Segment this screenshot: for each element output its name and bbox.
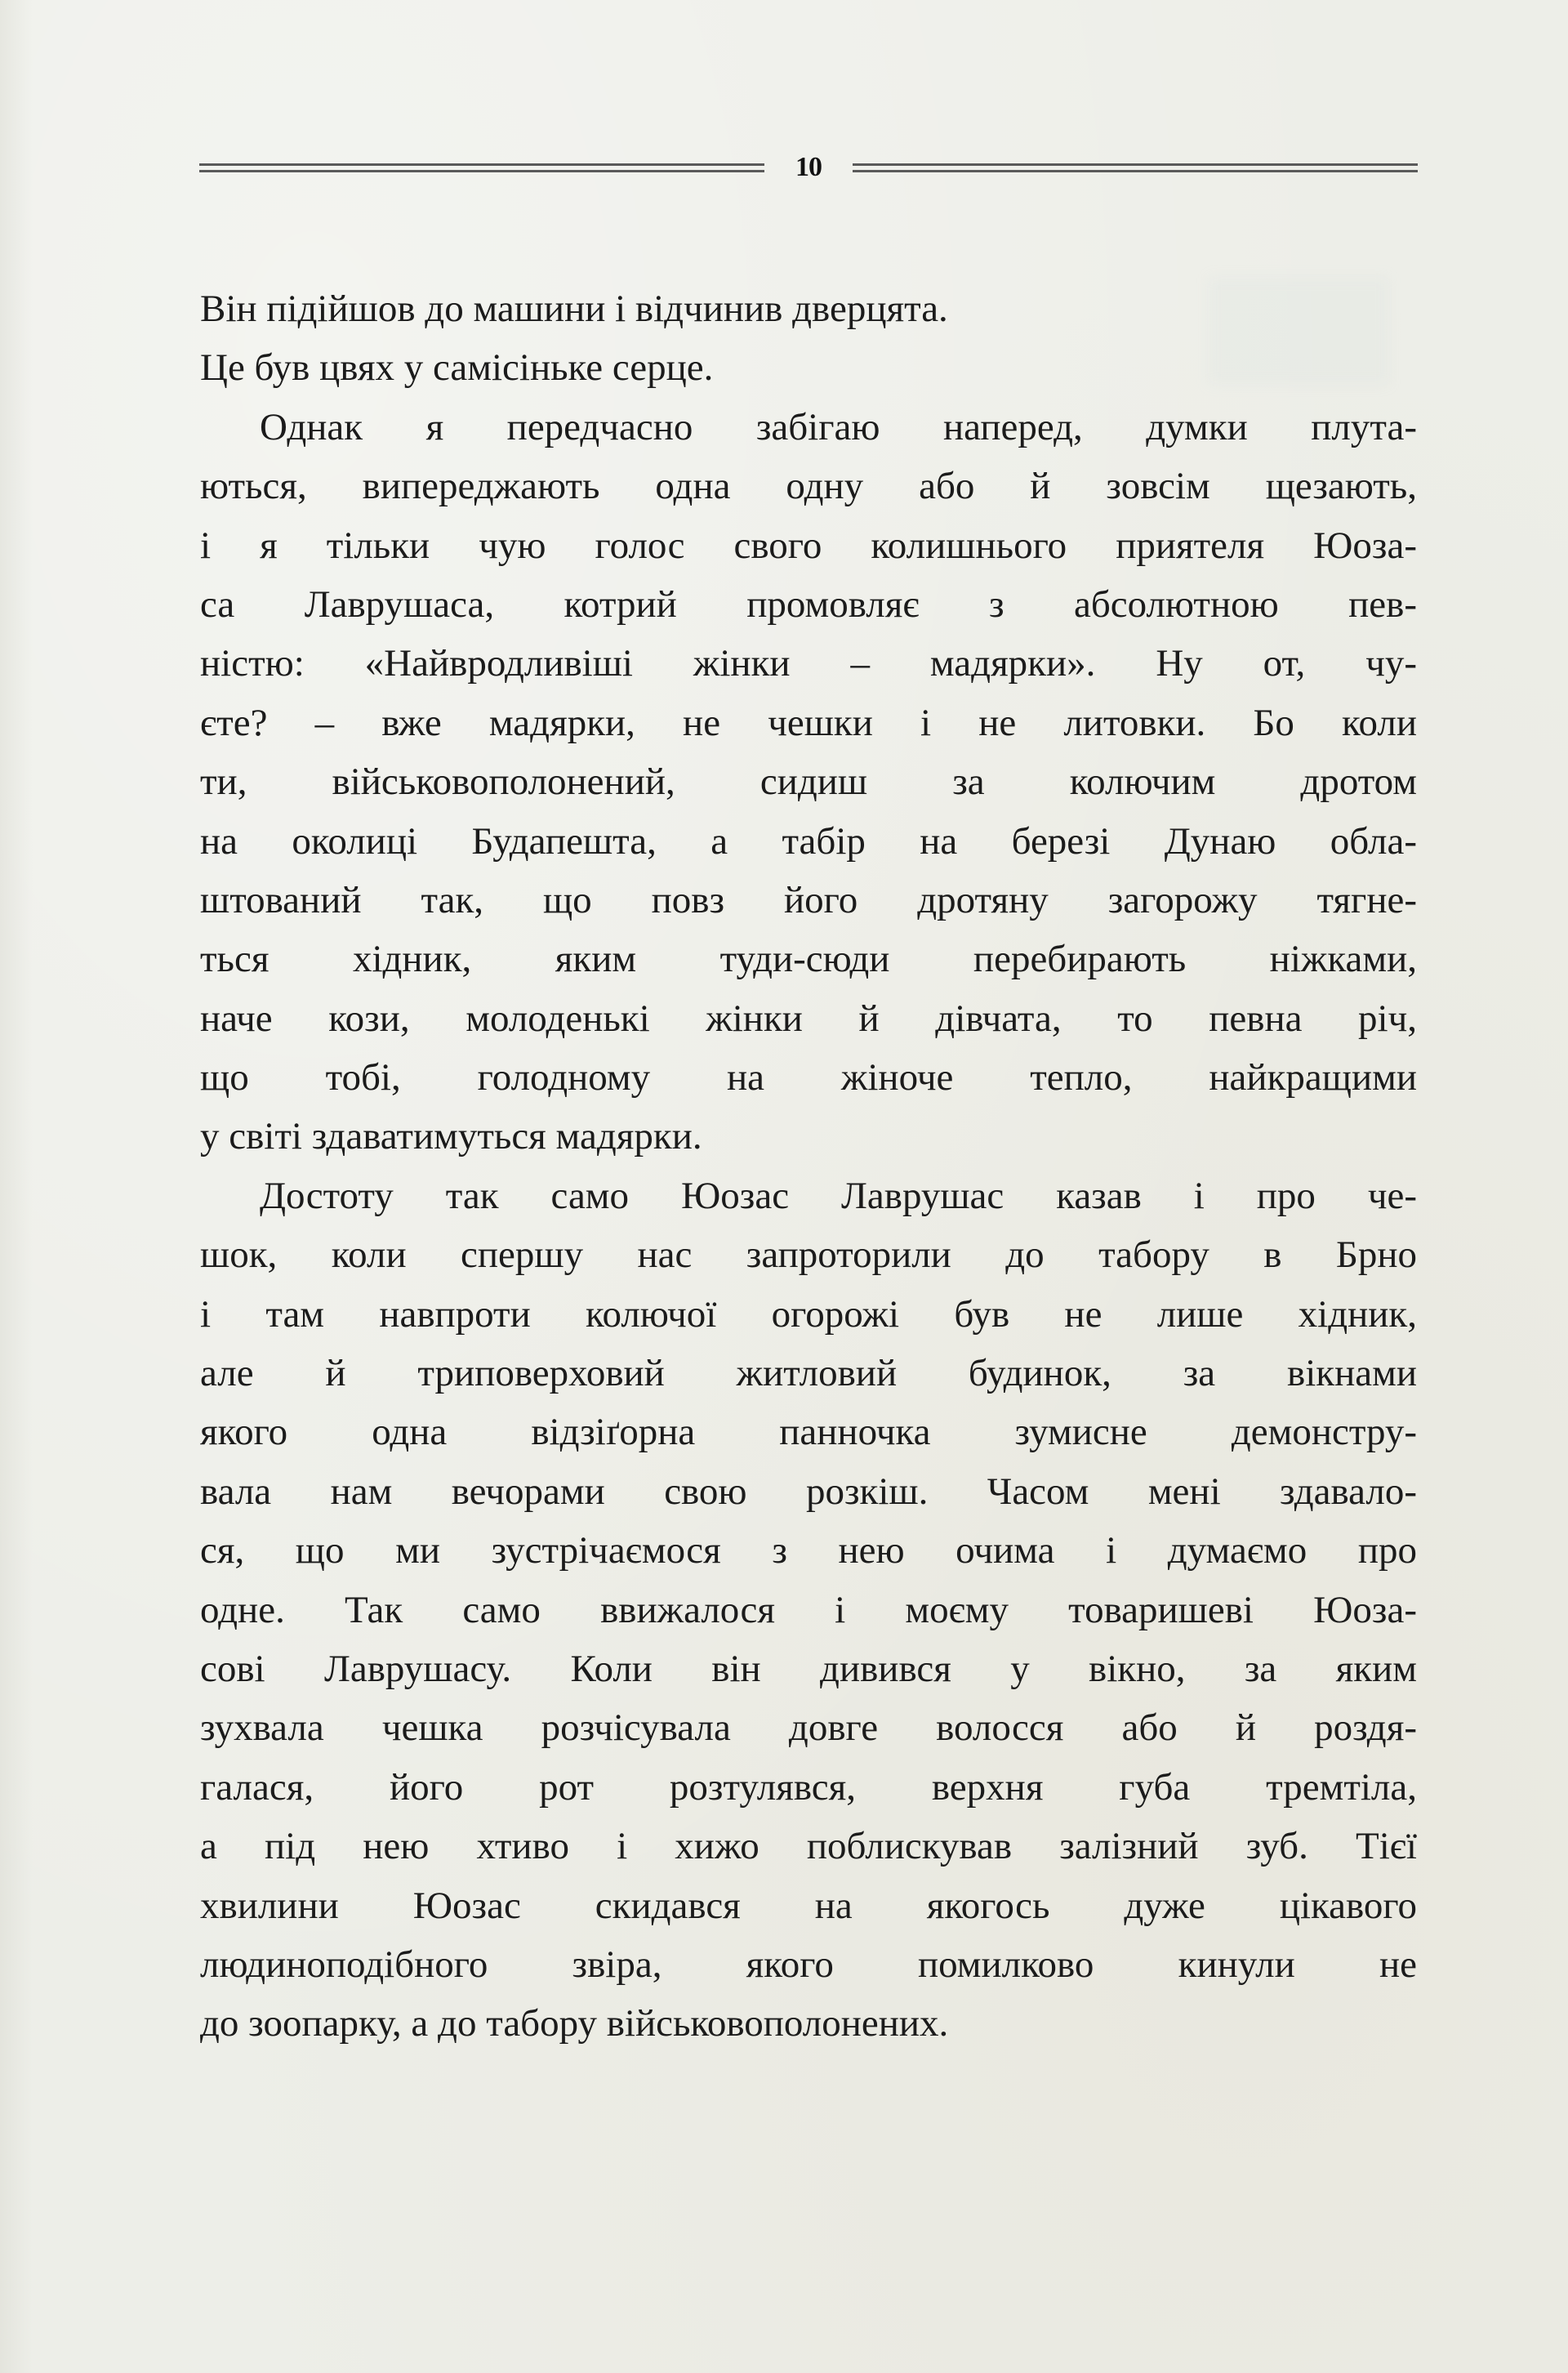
text-line: штований так, що повз його дротяну загорожу тягне- (200, 878, 1417, 921)
text-line: на околиці Будапешта, а табір на березі Дунаю обла- (200, 819, 1417, 863)
text-line: єте? – вже мадярки, не чешки і не литовки. Бо коли (200, 701, 1417, 744)
text-line: ся, що ми зустрічаємося з нею очима і думаємо про (200, 1529, 1417, 1572)
text-line: ти, військовополонений, сидиш за колючим дротом (200, 761, 1417, 804)
header-rule-right (853, 163, 1418, 172)
text-line: Це був цвях у самісіньке серце. (200, 346, 714, 390)
text-line: вала нам вечорами свою розкіш. Часом мені здавало- (200, 1470, 1417, 1513)
text-line: Однак я передчасно забігаю наперед, думки плута- (260, 405, 1417, 448)
text-line: шок, коли спершу нас запроторили до табору в Брно (200, 1233, 1417, 1277)
text-line: наче кози, молоденькі жінки й дівчата, то певна річ, (200, 997, 1417, 1040)
text-line: Він підійшов до машини і відчинив дверцята. (200, 288, 948, 330)
header-rule-left (199, 163, 764, 172)
text-line: сові Лаврушасу. Коли він дивився у вікно, за яким (200, 1647, 1417, 1690)
text-line: одне. Так само ввижалося і моєму товаришеві Юоза- (200, 1588, 1417, 1631)
text-line: і там навпроти колючої огорожі був не лише хідник, (200, 1292, 1417, 1336)
text-line: ться хідник, яким туди-сюди перебирають ніжками, (200, 938, 1417, 981)
text-line: а під нею хтиво і хижо поблискував залізний зуб. Тієї (200, 1825, 1417, 1868)
running-header (199, 147, 1418, 188)
text-line: до зоопарку, а до табору військовополонених. (200, 2002, 949, 2045)
text-line: що тобі, голодному на жіноче тепло, найкращими (200, 1056, 1417, 1100)
text-line: хвилини Юозас скидався на якогось дуже цікавого (200, 1884, 1417, 1927)
page-number: 10 (795, 152, 822, 182)
text-line: і я тільки чую голос свого колишнього приятеля Юоза- (200, 524, 1417, 567)
text-line: якого одна відзіґорна панночка зумисне демонстру- (200, 1411, 1417, 1454)
text-line: але й триповерховий житловий будинок, за вікнами (200, 1352, 1417, 1395)
text-line: ються, випереджають одна одну або й зовсім щезають, (200, 465, 1417, 508)
text-line: са Лаврушаса, котрий промовляє з абсолютною пев- (200, 582, 1417, 626)
text-line: зухвала чешка розчісувала довге волосся або й роздя- (200, 1706, 1417, 1750)
text-line: галася, його рот розтулявся, верхня губа тремтіла, (200, 1765, 1417, 1809)
page-shadow (0, 0, 33, 2373)
text-line: ністю: «Найвродливіші жінки – мадярки». Ну от, чу- (200, 642, 1417, 685)
text-line: Достоту так само Юозас Лаврушас казав і про че- (260, 1174, 1417, 1217)
body-text (200, 279, 1417, 2054)
text-line: людиноподібного звіра, якого помилково кинули не (200, 1943, 1417, 1986)
text-line: у світі здаватимуться мадярки. (200, 1115, 702, 1158)
